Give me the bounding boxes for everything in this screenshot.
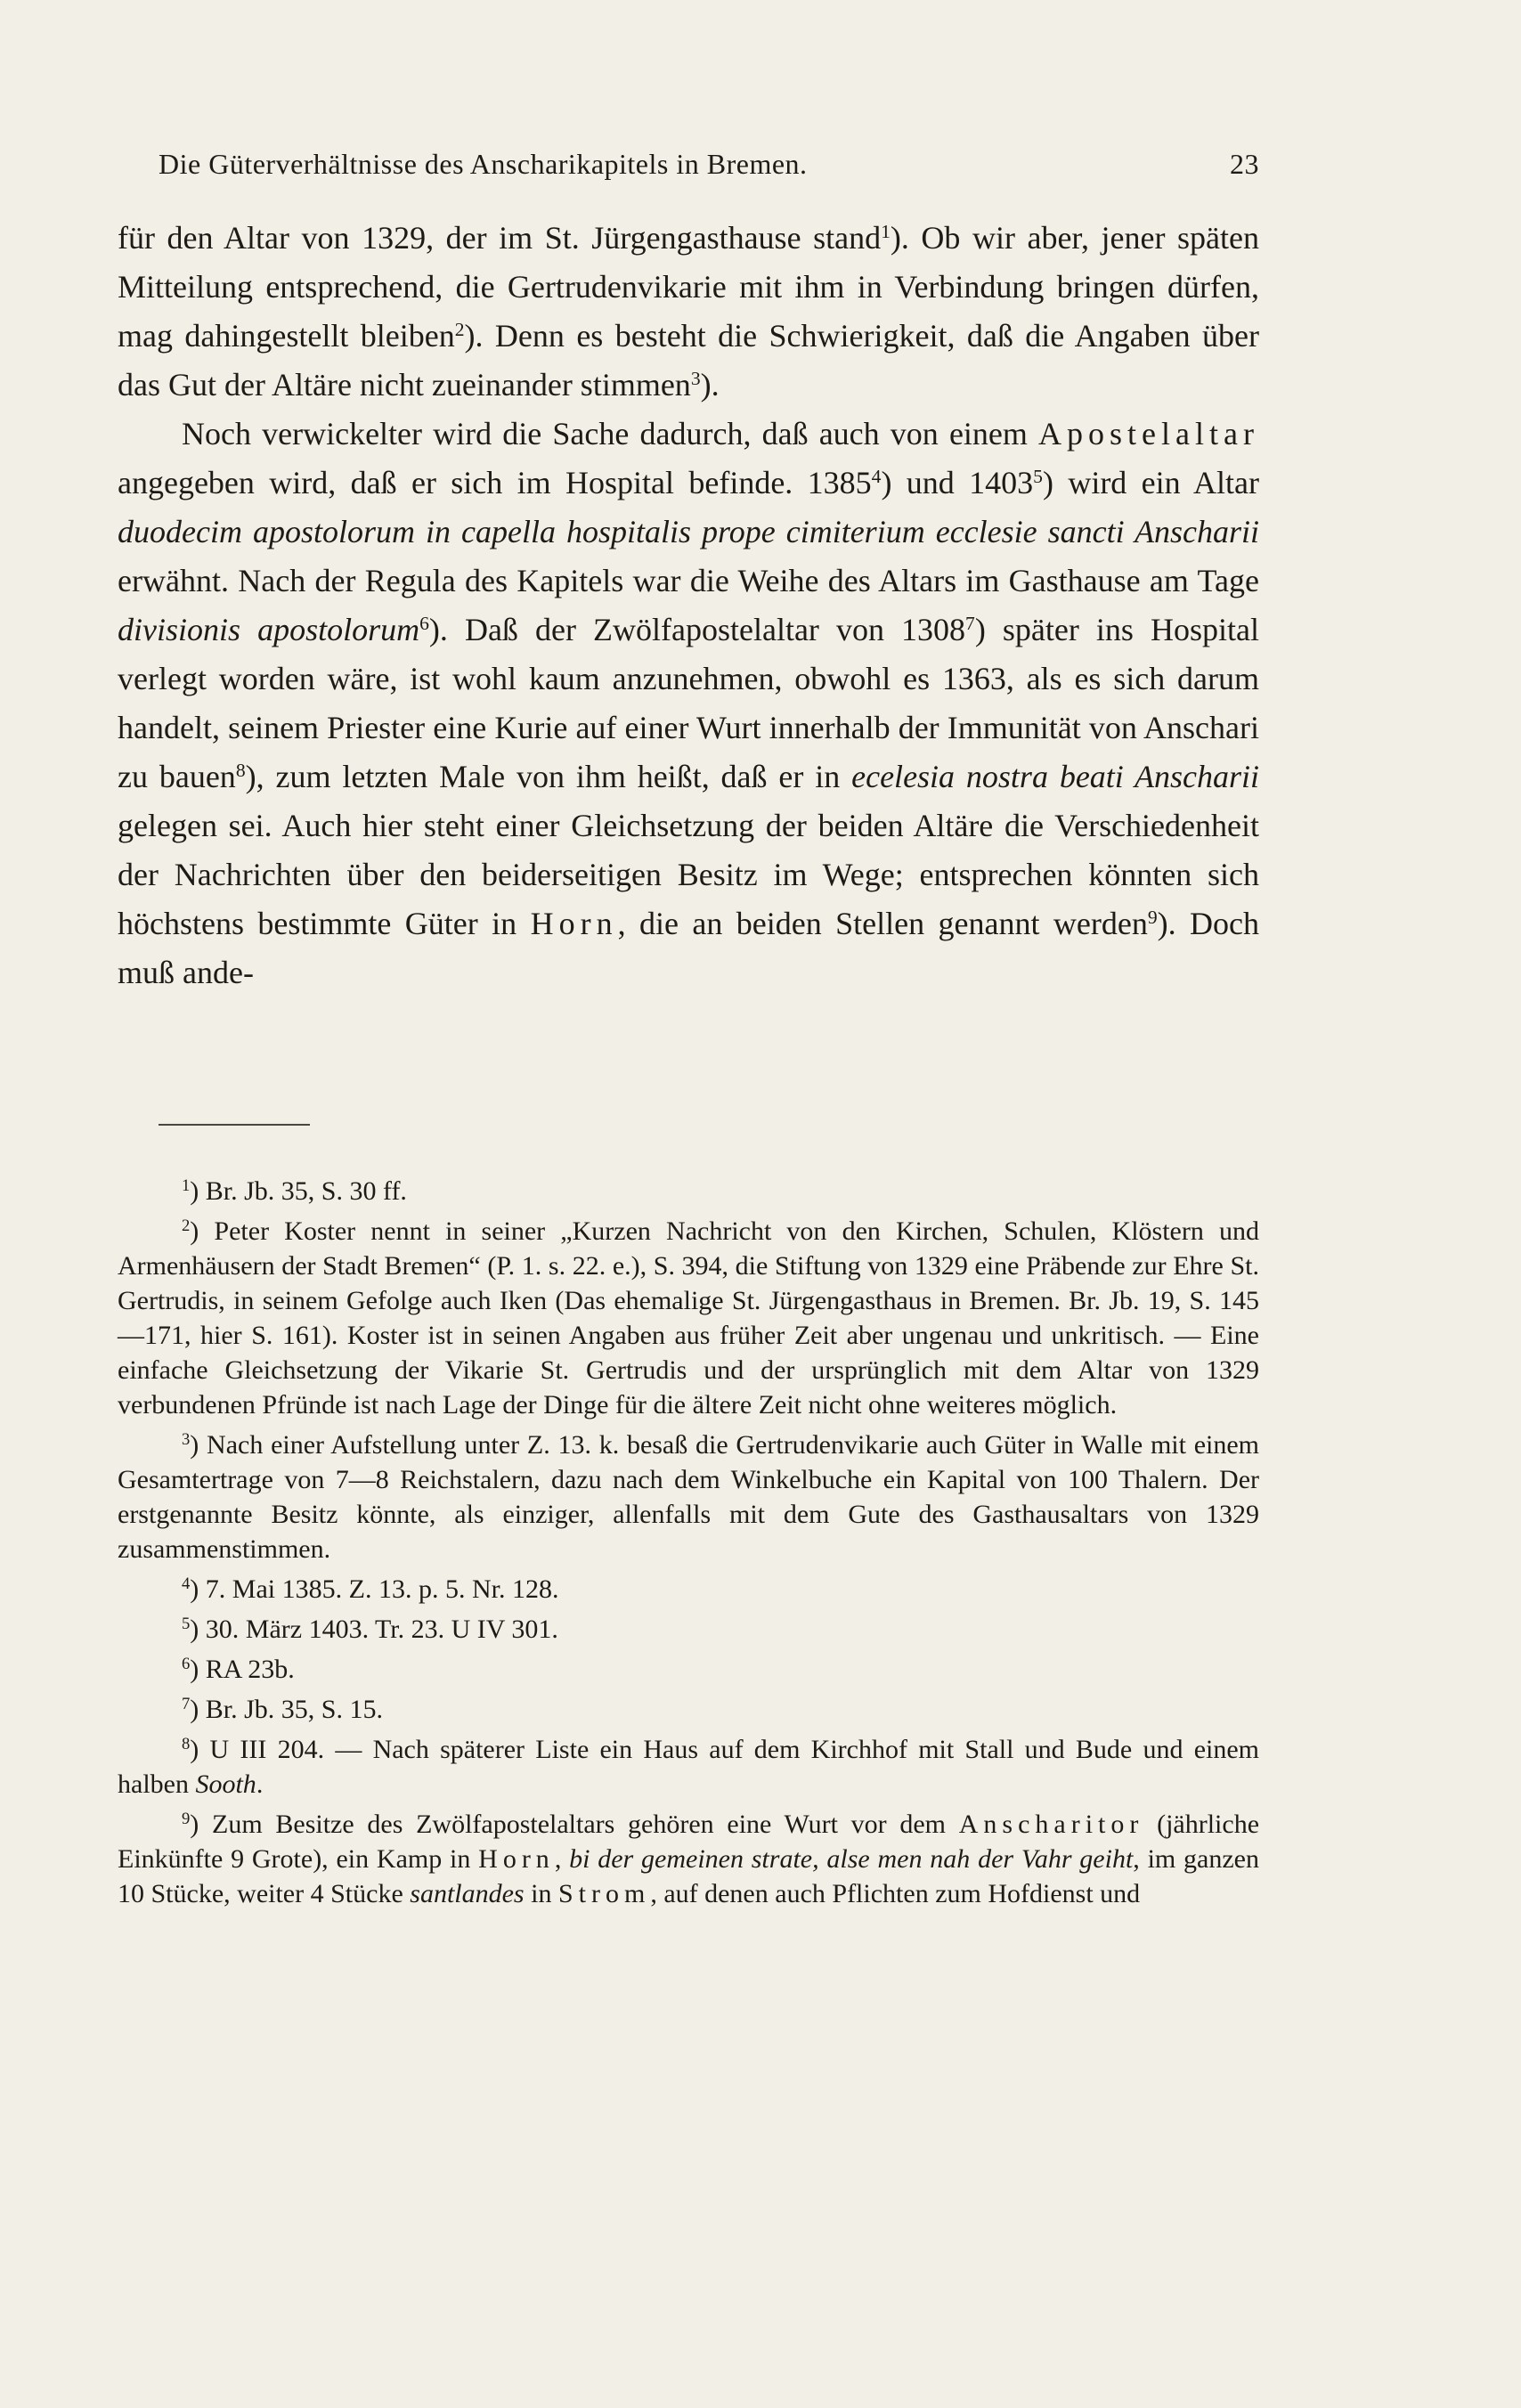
text-run: ). Denn es besteht die Schwierigkeit, daß die Angaben über das Gut der Altäre nicht zueinander stimmen	[118, 318, 1260, 403]
footnote-mark: 4	[182, 1574, 191, 1593]
spaced-term: Apostelaltar	[1038, 416, 1259, 452]
text-run: ). Daß der Zwölfapostelaltar von 1308	[428, 612, 966, 647]
paragraph-1	[118, 214, 1259, 410]
footnote-1	[118, 1174, 1259, 1208]
footnote-text: ) Br. Jb. 35, S. 30 ff.	[190, 1176, 407, 1206]
footnote-3	[118, 1428, 1259, 1566]
footnote-text: ) 7. Mai 1385. Z. 13. p. 5. Nr. 128.	[190, 1574, 559, 1604]
footnote-text: ) RA 23b.	[190, 1655, 295, 1684]
footnote-ref: 8	[235, 760, 246, 782]
footnote-text: , auf denen auch Pflichten zum Hofdienst und	[650, 1879, 1141, 1908]
footnote-7	[118, 1692, 1259, 1727]
text-run: Noch verwickelter wird die Sache dadurch, daß auch von einem	[182, 416, 1028, 452]
latin-quote: ecelesia nostra beati Anscharii	[851, 759, 1260, 794]
footnote-text: (jährliche Einkünfte 9 Grote), ein Kamp in	[118, 1810, 1260, 1874]
footnote-text: ) U III 204. — Nach späterer Liste ein Haus auf dem Kirchhof mit Stall und Bude und einem halben	[118, 1735, 1259, 1799]
text-run: gelegen sei. Auch hier steht einer Gleichsetzung der beiden Altäre die Verschiedenheit der Nachrichten über den beiderseitigen Besitz im Wege; entsprechen könnten sich höchstens bestimmte Güter in	[118, 808, 1259, 941]
footnote-mark: 8	[182, 1734, 191, 1753]
footnote-5	[118, 1612, 1259, 1647]
footnote-ref: 4	[871, 466, 882, 488]
footnote-mark: 9	[182, 1809, 191, 1828]
spaced-term: Strom	[557, 1879, 651, 1908]
text-run: ) später ins Hospital verlegt worden wäre, ist wohl kaum anzunehmen, obwohl es 1363, als es sich darum handelt, seinem Priester eine Kurie auf einer Wurt innerhalb der Immunität von Anschari zu bauen	[118, 612, 1259, 794]
text-run: ).	[700, 367, 720, 403]
footnote-4	[118, 1572, 1259, 1607]
spaced-term: Horn	[530, 906, 618, 941]
footnote-mark: 3	[182, 1429, 191, 1449]
footnote-mark: 2	[182, 1216, 191, 1235]
footnote-ref: 9	[1147, 907, 1158, 929]
main-text	[118, 214, 1259, 997]
footnote-ref: 5	[1033, 466, 1043, 488]
footnote-6	[118, 1652, 1259, 1687]
footnote-ref: 1	[881, 221, 891, 243]
footnote-italic: bi der gemeinen strate, alse men nah der Vahr geiht	[569, 1844, 1134, 1874]
footnote-ref: 6	[419, 613, 429, 635]
footnote-text: ,	[554, 1844, 562, 1874]
footnote-text: ) Br. Jb. 35, S. 15.	[190, 1695, 383, 1724]
running-header	[159, 148, 1259, 181]
spaced-term: Horn	[478, 1844, 555, 1874]
footnote-text: ) Zum Besitze des Zwölfapostelaltars gehören eine Wurt vor dem	[190, 1810, 947, 1839]
text-run: ). Doch muß ande-	[118, 906, 1260, 990]
footnote-ref: 3	[690, 368, 701, 390]
running-title: Die Güterverhältnisse des Anscharikapitels in Bremen.	[159, 148, 808, 180]
footnote-text: .	[256, 1769, 264, 1799]
footnote-italic: santlandes	[410, 1879, 525, 1908]
footnote-divider	[159, 1124, 310, 1126]
text-run: ) und 1403	[881, 465, 1034, 500]
footnote-8	[118, 1732, 1259, 1802]
footnote-mark: 6	[182, 1654, 191, 1673]
footnote-ref: 7	[965, 613, 975, 635]
text-run: erwähnt. Nach der Regula des Kapitels war die Weihe des Altars im Gasthause am Tage	[118, 563, 1259, 598]
text-run: ) wird ein Altar	[1042, 465, 1259, 500]
footnote-text: ) Nach einer Aufstellung unter Z. 13. k. besaß die Gertrudenvikarie auch Güter in Walle mit einem Gesamtertrage von 7—8 Reichstalern, dazu nach dem Winkelbuche ein Kapital von 100 Thalern. Der erstgenannte Besitz könnte, als einziger, allenfalls mit dem Gute des Gasthausaltars von 1329 zusammenstimmen.	[118, 1430, 1259, 1564]
footnotes	[118, 1174, 1259, 1916]
latin-quote: duodecim apostolorum in capella hospitalis prope cimiterium ecclesie sancti Anscharii	[118, 514, 1259, 549]
footnote-mark: 7	[182, 1694, 191, 1713]
footnote-text: in	[531, 1879, 552, 1908]
footnote-ref: 2	[454, 319, 465, 341]
footnote-mark: 5	[182, 1614, 191, 1633]
latin-quote: divisionis apostolorum	[118, 612, 420, 647]
paragraph-2	[118, 410, 1259, 997]
footnote-mark: 1	[182, 1176, 191, 1195]
footnote-text: , im ganzen 10 Stücke, weiter 4 Stücke	[118, 1844, 1259, 1908]
footnote-2	[118, 1214, 1259, 1422]
text-run: , die an beiden Stellen genannt werden	[617, 906, 1148, 941]
text-run: ). Ob wir aber, jener späten Mitteilung entsprechend, die Gertrudenvikarie mit ihm in Verbindung bringen dürfen, mag dahingestellt bleiben	[118, 220, 1259, 354]
footnote-text: ) Peter Koster nennt in seiner „Kurzen Nachricht von den Kirchen, Schulen, Klöstern und Armenhäusern der Stadt Bremen“ (P. 1. s. 22. e.), S. 394, die Stiftung von 1329 eine Präbende zur Ehre St. Gertrudis, in seinem Gefolge auch Iken (Das ehemalige St. Jürgengasthaus in Bremen. Br. Jb. 19, S. 145—171, hier S. 161). Koster ist in seinen Angaben aus früher Zeit aber ungenau und unkritisch. — Eine einfache Gleichsetzung der Vikarie St. Gertrudis und der ursprünglich mit dem Altar von 1329 verbundenen Pfründe ist nach Lage der Dinge für die ältere Zeit nicht ohne weiteres möglich.	[118, 1216, 1259, 1420]
text-run: angegeben wird, daß er sich im Hospital befinde. 1385	[118, 465, 872, 500]
text-run: ), zum letzten Male von ihm heißt, daß er in	[245, 759, 841, 794]
text-run: für den Altar von 1329, der im St. Jürgengasthause stand	[118, 220, 882, 256]
footnote-9	[118, 1807, 1259, 1911]
footnote-italic: Sooth	[195, 1769, 256, 1799]
spaced-term: Anscharitor	[958, 1810, 1144, 1839]
page-number: 23	[1230, 148, 1259, 180]
footnote-text: ) 30. März 1403. Tr. 23. U IV 301.	[190, 1615, 558, 1644]
